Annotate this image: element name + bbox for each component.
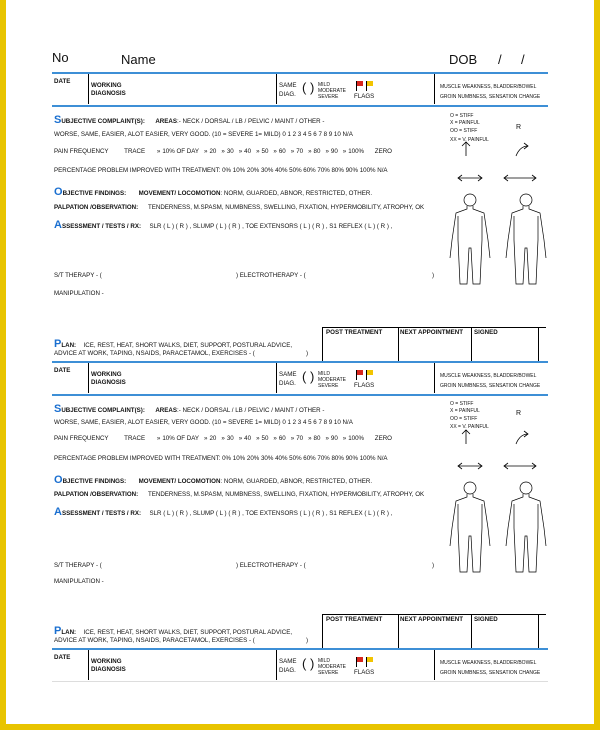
severity-scale: WORSE, SAME, EASIER, ALOT EASIER, VERY GOOD. (10 = SEVERE 1= MILD) 0 1 2 3 4 5 6 7 8 9 10 N/A: [54, 419, 353, 426]
electrotherapy-field: ) ELECTROTHERAPY - (: [236, 272, 306, 279]
plan-heading: PLAN: ICE, REST, HEAT, SHORT WALKS, DIET, SUPPORT, POSTURAL ADVICE,: [54, 625, 293, 637]
chevron-icon: »: [156, 148, 161, 155]
pain-frequency-value: 20: [209, 148, 217, 155]
pain-frequency-value: 100%: [348, 435, 365, 442]
red-flag-icon: [357, 81, 363, 86]
pain-frequency-value: 60: [278, 148, 286, 155]
assessment-form-sheet: [6, 0, 594, 724]
working-label: WORKING: [91, 82, 122, 89]
same-label: SAME: [279, 82, 297, 89]
paren: ): [310, 656, 315, 671]
divider-line: [322, 327, 546, 328]
pain-frequency-value: 40: [244, 148, 252, 155]
pain-frequency-option: [204, 148, 216, 155]
manipulation-field: MANIPULATION -: [54, 290, 104, 297]
plan-heading: PLAN: ICE, REST, HEAT, SHORT WALKS, DIET, SUPPORT, POSTURAL ADVICE,: [54, 338, 293, 350]
objective-heading: OBJECTIVE FINDINGS: MOVEMENT/ LOCOMOTION: NORM, GUARDED, ABNOR, RESTRICTED, OTHER.: [54, 186, 373, 198]
chevron-icon: »: [221, 148, 225, 155]
pain-frequency-scale: [157, 148, 369, 155]
date-label: DATE: [54, 78, 71, 85]
right-side-label: R: [516, 410, 522, 417]
legend-stiff: O = STIFF: [450, 401, 474, 407]
divider-line: [52, 105, 548, 107]
chevron-icon: »: [256, 435, 260, 442]
moderate-label: MODERATE: [318, 88, 346, 94]
severe-label: SEVERE: [318, 94, 339, 100]
divider-line: [276, 650, 277, 680]
diag-label: DIAG.: [279, 91, 296, 98]
pain-frequency-option: [221, 148, 233, 155]
chevron-icon: »: [290, 435, 295, 442]
chevron-icon: »: [221, 435, 225, 442]
paren: ): [310, 369, 315, 384]
pain-frequency-value: 30: [226, 148, 234, 155]
palpation-row: PALPATION /OBSERVATION: TENDERNESS, M.SPASM, NUMBNESS, SWELLING, FIXATION, HYPERMOBILITY, ATROPHY, OK: [54, 204, 425, 211]
pain-frequency-value: 90: [330, 435, 338, 442]
pain-frequency-option: [239, 435, 251, 442]
muscle-weakness-text: MUSCLE WEAKNESS, BLADDER/BOWEL: [440, 660, 537, 666]
dob-label: DOB: [449, 52, 478, 67]
flags-label: FLAGS: [354, 93, 375, 100]
yellow-flag-icon: [367, 81, 373, 86]
chevron-icon: »: [325, 148, 329, 155]
divider-line: [434, 650, 435, 680]
pain-frequency-option: [343, 435, 364, 442]
yellow-flag-icon: [367, 657, 373, 662]
next-appointment-label: NEXT APPOINTMENT: [400, 329, 464, 336]
post-treatment-label: POST TREATMENT: [326, 329, 383, 336]
moderate-label: MODERATE: [318, 377, 346, 383]
close-paren: ): [306, 637, 309, 644]
same-label: SAME: [279, 371, 297, 378]
muscle-weakness-text: MUSCLE WEAKNESS, BLADDER/BOWEL: [440, 84, 537, 90]
divider-line: [52, 394, 548, 396]
divider-line: [434, 74, 435, 104]
divider-line: [398, 327, 399, 363]
objective-heading: OBJECTIVE FINDINGS: MOVEMENT/ LOCOMOTION: NORM, GUARDED, ABNOR, RESTRICTED, OTHER.: [54, 474, 373, 486]
pain-frequency-option: [256, 148, 268, 155]
body-diagram-icon: [440, 480, 552, 576]
mild-label: MILD: [318, 371, 330, 377]
chevron-icon: »: [308, 435, 312, 442]
legend-very-painful: XX = V. PAINFUL: [450, 137, 489, 143]
divider-line: [52, 681, 548, 682]
range-of-motion-arrows: [456, 428, 546, 478]
divider-line: [88, 650, 89, 680]
soft-tissue-therapy-field: S/T THERAPY - (: [54, 272, 102, 279]
paren: ): [310, 80, 315, 95]
pain-frequency-value: 40: [244, 435, 252, 442]
percentage-improved-row: PERCENTAGE PROBLEM IMPROVED WITH TREATMENT: 0% 10% 20% 30% 40% 50% 60% 70% 80% 90% 100% N/A: [54, 167, 388, 174]
signed-label: SIGNED: [474, 616, 498, 623]
divider-line: [88, 74, 89, 104]
pain-frequency-value: 30: [226, 435, 234, 442]
red-flag-icon: [357, 657, 363, 662]
pain-frequency-scale: [157, 435, 369, 442]
chevron-icon: »: [308, 148, 312, 155]
pain-frequency-value: 60: [278, 435, 286, 442]
right-side-label: R: [516, 124, 522, 131]
groin-numbness-text: GROIN NUMBNESS, SENSATION CHANGE: [440, 383, 541, 389]
pain-frequency-value: 20: [209, 435, 217, 442]
divider-line: [538, 614, 539, 650]
pain-frequency-option: [204, 435, 216, 442]
severity-scale: WORSE, SAME, EASIER, ALOT EASIER, VERY GOOD. (10 = SEVERE 1= MILD) 0 1 2 3 4 5 6 7 8 9 10 N/A: [54, 131, 353, 138]
muscle-weakness-text: MUSCLE WEAKNESS, BLADDER/BOWEL: [440, 373, 537, 379]
close-paren: ): [306, 350, 309, 357]
pain-frequency-value: 50: [261, 435, 269, 442]
date-label: DATE: [54, 654, 71, 661]
manipulation-field: MANIPULATION -: [54, 578, 104, 585]
diagnosis-label: DIAGNOSIS: [91, 666, 126, 673]
severe-label: SEVERE: [318, 670, 339, 676]
groin-numbness-text: GROIN NUMBNESS, SENSATION CHANGE: [440, 94, 541, 100]
plan-list: ADVICE AT WORK, TAPING, NSAIDS, PARACETAMOL, EXERCISES - (: [54, 637, 255, 644]
close-paren: ): [432, 272, 435, 279]
divider-line: [52, 648, 548, 650]
diagnosis-label: DIAGNOSIS: [91, 90, 126, 97]
pain-frequency-value: 70: [296, 148, 304, 155]
divider-line: [538, 327, 539, 363]
close-paren: ): [432, 562, 435, 569]
pain-frequency-option: [256, 435, 268, 442]
diag-label: DIAG.: [279, 667, 296, 674]
assessment-heading: ASSESSMENT / TESTS / RX: SLR ( L ) ( R ) , SLUMP ( L ) ( R ) , TOE EXTENSORS ( L ) ( R ) , S1 REFLEX ( L ) ( R ) ,: [54, 219, 393, 231]
signed-label: SIGNED: [474, 329, 498, 336]
chevron-icon: »: [325, 435, 329, 442]
pain-frequency-option: [325, 148, 337, 155]
chevron-icon: »: [290, 148, 295, 155]
legend-stiff-painful: OO = STIFF: [450, 128, 478, 134]
electrotherapy-field: ) ELECTROTHERAPY - (: [236, 562, 306, 569]
working-label: WORKING: [91, 658, 122, 665]
divider-line: [52, 72, 548, 74]
chevron-icon: »: [273, 435, 277, 442]
percentage-improved-row: PERCENTAGE PROBLEM IMPROVED WITH TREATMENT: 0% 10% 20% 30% 40% 50% 60% 70% 80% 90% 100% N/A: [54, 455, 388, 462]
chevron-icon: »: [238, 148, 243, 155]
pain-frequency-value: 80: [313, 148, 321, 155]
divider-line: [398, 614, 399, 650]
no-label: No: [52, 50, 69, 65]
pain-frequency-option: [343, 148, 364, 155]
divider-line: [88, 363, 89, 393]
paren: (: [302, 369, 307, 384]
yellow-flag-icon: [367, 370, 373, 375]
post-treatment-label: POST TREATMENT: [326, 616, 383, 623]
pain-frequency-option: [308, 148, 320, 155]
pain-frequency-value: 80: [313, 435, 321, 442]
pain-frequency-option: [308, 435, 320, 442]
chevron-icon: »: [342, 435, 347, 442]
diagnosis-label: DIAGNOSIS: [91, 379, 126, 386]
pain-frequency-option: [325, 435, 337, 442]
chevron-icon: »: [342, 148, 347, 155]
soft-tissue-therapy-field: S/T THERAPY - (: [54, 562, 102, 569]
mild-label: MILD: [318, 82, 330, 88]
legend-painful: X = PAINFUL: [450, 120, 480, 126]
dob-separator: /: [521, 52, 525, 67]
pain-frequency-row: PAIN FREQUENCY TRACE » 10% OF DAY » 20 » 30 » 40 » 50 » 60 » 70 » 80 » 90 » 100% ZERO: [54, 148, 392, 155]
pain-frequency-value: 50: [261, 148, 269, 155]
chevron-icon: »: [204, 435, 208, 442]
assessment-heading: ASSESSMENT / TESTS / RX: SLR ( L ) ( R ) , SLUMP ( L ) ( R ) , TOE EXTENSORS ( L ) ( R ) , S1 REFLEX ( L ) ( R ) ,: [54, 506, 393, 518]
body-diagram-icon: [440, 192, 552, 288]
legend-stiff-painful: OO = STIFF: [450, 416, 478, 422]
pain-frequency-option: [239, 148, 251, 155]
chevron-icon: »: [273, 148, 277, 155]
chevron-icon: »: [256, 148, 260, 155]
subjective-heading: SUBJECTIVE COMPLAINT(S): AREAS:- NECK / DORSAL / LB / PELVIC / MAINT / OTHER -: [54, 403, 325, 415]
divider-line: [322, 327, 323, 363]
red-flag-icon: [357, 370, 363, 375]
divider-line: [52, 361, 548, 363]
pain-frequency-option: [273, 435, 285, 442]
divider-line: [434, 363, 435, 393]
pain-frequency-option: [273, 148, 285, 155]
mild-label: MILD: [318, 658, 330, 664]
pain-frequency-value: 10% OF DAY: [162, 435, 200, 442]
divider-line: [471, 327, 472, 363]
severe-label: SEVERE: [318, 383, 339, 389]
date-label: DATE: [54, 367, 71, 374]
legend-painful: X = PAINFUL: [450, 408, 480, 414]
legend-very-painful: XX = V. PAINFUL: [450, 424, 489, 430]
diag-label: DIAG.: [279, 380, 296, 387]
pain-frequency-option: [157, 435, 199, 442]
legend-stiff: O = STIFF: [450, 113, 474, 119]
pain-frequency-option: [291, 435, 303, 442]
divider-line: [322, 614, 323, 650]
pain-frequency-value: 100%: [348, 148, 365, 155]
chevron-icon: »: [238, 435, 243, 442]
divider-line: [276, 363, 277, 393]
working-label: WORKING: [91, 371, 122, 378]
name-label: Name: [121, 52, 156, 67]
flags-label: FLAGS: [354, 669, 375, 676]
palpation-row: PALPATION /OBSERVATION: TENDERNESS, M.SPASM, NUMBNESS, SWELLING, FIXATION, HYPERMOBILITY, ATROPHY, OK: [54, 491, 425, 498]
divider-line: [471, 614, 472, 650]
pain-frequency-row: PAIN FREQUENCY TRACE » 10% OF DAY » 20 » 30 » 40 » 50 » 60 » 70 » 80 » 90 » 100% ZERO: [54, 435, 392, 442]
paren: (: [302, 80, 307, 95]
pain-frequency-option: [157, 148, 199, 155]
moderate-label: MODERATE: [318, 664, 346, 670]
same-label: SAME: [279, 658, 297, 665]
paren: (: [302, 656, 307, 671]
plan-list: ADVICE AT WORK, TAPING, NSAIDS, PARACETAMOL, EXERCISES - (: [54, 350, 255, 357]
pain-frequency-option: [291, 148, 303, 155]
subjective-heading: SUBJECTIVE COMPLAINT(S): AREAS:- NECK / DORSAL / LB / PELVIC / MAINT / OTHER -: [54, 114, 325, 126]
pain-frequency-value: 10% OF DAY: [162, 148, 200, 155]
flags-label: FLAGS: [354, 382, 375, 389]
pain-frequency-value: 90: [330, 148, 338, 155]
range-of-motion-arrows: [456, 140, 546, 190]
divider-line: [276, 74, 277, 104]
chevron-icon: »: [204, 148, 208, 155]
divider-line: [322, 614, 546, 615]
chevron-icon: »: [156, 435, 161, 442]
dob-separator: /: [498, 52, 502, 67]
next-appointment-label: NEXT APPOINTMENT: [400, 616, 464, 623]
pain-frequency-value: 70: [296, 435, 304, 442]
groin-numbness-text: GROIN NUMBNESS, SENSATION CHANGE: [440, 670, 541, 676]
pain-frequency-option: [221, 435, 233, 442]
